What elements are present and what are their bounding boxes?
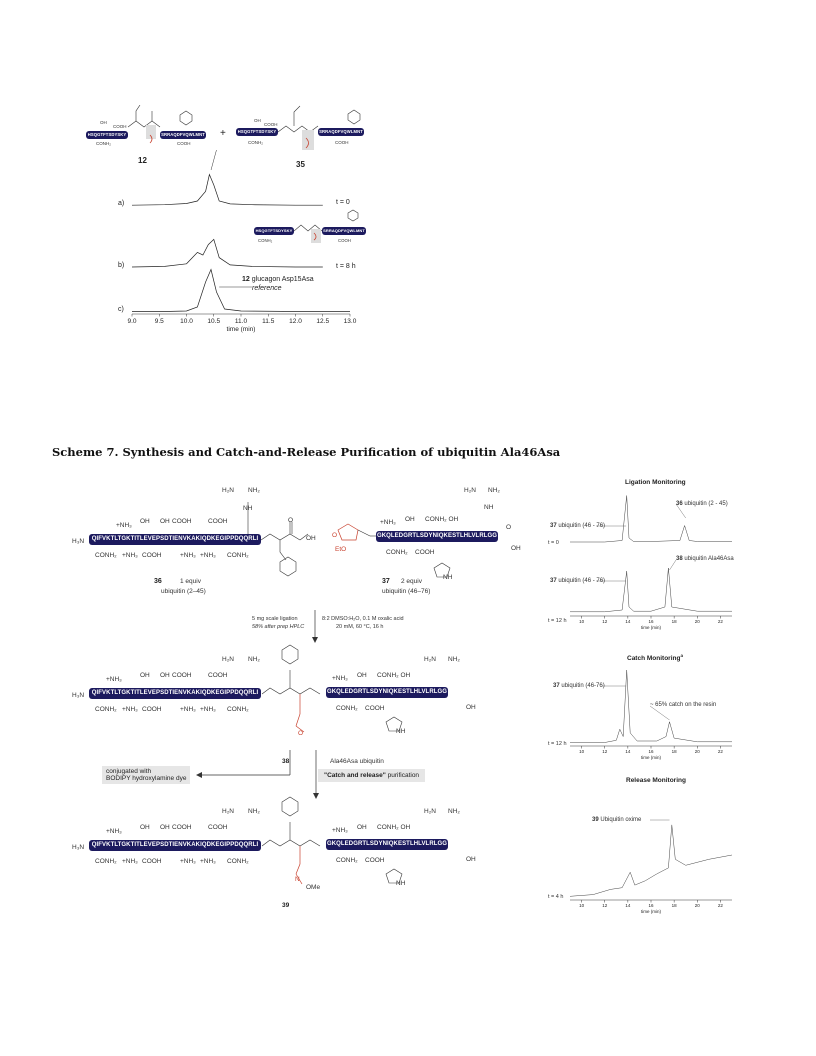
row1-imidazole [428, 558, 458, 588]
reference-name: glucagon Asp15Asa [251, 276, 314, 283]
inset-conh2: CONH₂ [258, 238, 273, 243]
row2-cooh-c: COOH [142, 706, 162, 713]
cond-right-1: 8:2 DMSO:H₂O, 0.1 M oxalic acid [322, 616, 404, 622]
row1-cooh-a: COOH [172, 518, 192, 525]
row3-imid-nh: NH [396, 880, 406, 887]
row3-nh3-e: +NH₃ [332, 827, 348, 834]
x-tick-label: 10.5 [207, 318, 221, 325]
row1-conh2oh: CONH₂ OH [425, 516, 459, 523]
row3-cooh-a: COOH [172, 824, 192, 831]
structure-35-cooh-b: COOH [335, 140, 349, 145]
row2-cooh-b: COOH [208, 672, 228, 679]
row1-nh3-c: +NH₃ [180, 552, 196, 559]
x-axis-label: time (min) [641, 909, 661, 914]
row3-oh-a: OH [140, 824, 150, 831]
row1-o-b: O [506, 524, 512, 531]
c38-name: Ala46Asa ubiquitin [330, 758, 384, 765]
seq-b-inset: SRRAQDFVQWLMNT [323, 228, 365, 233]
row2-imid-nh: NH [396, 728, 406, 735]
c38-num: 38 [282, 758, 290, 765]
row3-cooh-c: COOH [142, 858, 162, 865]
row1-cooh-d: COOH [415, 549, 435, 556]
row1-nh3-d: +NH₃ [200, 552, 216, 559]
x-tick-label: 14 [625, 619, 631, 624]
trace-c-label: c) [118, 306, 124, 313]
x-tick-label: 10 [579, 903, 585, 908]
row3-h3n: H₃N [72, 844, 85, 851]
row1-o-ring: O [332, 532, 338, 539]
conjugated-box [102, 766, 190, 784]
x-tick-label: 20 [694, 619, 700, 624]
catch-release-bold: "Catch and release" [324, 772, 386, 779]
conjugated-line2: BODIPY hydroxylamine dye [106, 775, 187, 782]
lig-36: 36 ubiquitin (2 - 45) [676, 501, 728, 507]
cond-left-1: 5 mg scale ligation [252, 616, 298, 622]
seq-b-right: SRRAQDFVQWLMNT [319, 129, 363, 134]
trace-line-0 [570, 825, 732, 896]
row2-h3n: H₃N [72, 692, 85, 699]
row1-cooh-b: COOH [208, 518, 228, 525]
catch-chromatogram [540, 662, 740, 762]
row3-seq1: QIFVKTLTGKTITLEVEPSDTIENVKAKIQDKEGIPPDQQRLI [89, 840, 261, 851]
arrow-to-peak [211, 150, 216, 170]
scheme-title: Scheme 7. Synthesis and Catch-and-Release Purification of ubiquitin Ala46Asa [52, 445, 561, 459]
row1-oh-b: OH [160, 518, 170, 525]
reference-number: 12 [242, 276, 250, 283]
row1-h2n: H₂N [222, 487, 234, 494]
t0-label: t = 0 [336, 199, 350, 206]
release-39: 39 Ubiquitin oxime [592, 817, 642, 823]
x-tick-label: 11.0 [234, 318, 248, 325]
x-tick-label: 12 [602, 619, 608, 624]
inset-cooh: COOH [338, 238, 351, 243]
row3-nh2: NH₂ [248, 808, 260, 815]
x-tick-label: 20 [694, 749, 700, 754]
release-title: Release Monitoring [626, 777, 686, 784]
row2-conh2-b: CONH₂ [227, 706, 249, 713]
row3-h2n: H₂N [222, 808, 234, 815]
x-tick-label: 11.5 [262, 318, 275, 325]
row3-conh2-c: CONH₂ [336, 857, 358, 864]
lig-37-a: 37 ubiquitin (46 - 76) [550, 523, 606, 529]
row3-n-red: N [295, 876, 300, 883]
structure-12-conh2: CONH₂ [96, 141, 111, 146]
x-tick-label: 18 [671, 903, 677, 908]
structure-12-bonds [70, 105, 220, 155]
structure-12-oh: OH [100, 120, 107, 125]
compound-35-label: 35 [296, 160, 305, 169]
trace-b-label: b) [118, 262, 125, 269]
x-tick-label: 16 [648, 749, 654, 754]
x-axis-label: time (min) [641, 625, 661, 630]
row1-nh-b: NH [484, 504, 494, 511]
trace-a-label: a) [118, 200, 125, 207]
row3-oh-b: OH [160, 824, 170, 831]
x-tick-label: 9.0 [127, 318, 137, 325]
row2-imidazole [380, 712, 410, 742]
leader-catch-note [650, 706, 670, 720]
row3-nh3-a: +NH₃ [106, 828, 122, 835]
structure-12-cooh-b: COOH [177, 141, 191, 146]
release-t4: t = 4 h [548, 894, 564, 900]
row3-nh3-c: +NH₃ [180, 858, 196, 865]
row2-cooh-d: COOH [365, 705, 385, 712]
row2-nh3-a: +NH₃ [106, 676, 122, 683]
row2-cooh-a: COOH [172, 672, 192, 679]
seq-b-left: SRRAQDFVQWLMNT [161, 132, 205, 137]
row2-h2n: H₂N [222, 656, 234, 663]
x-tick-label: 18 [671, 619, 677, 624]
row3-cooh-b: COOH [208, 824, 228, 831]
trace-line-0 [570, 670, 732, 743]
reference-italic: reference [252, 285, 282, 292]
row3-seq2: GKQLEDGRTLSDYNIQKESTLHLVLRLGG [326, 839, 448, 850]
t8-label: t = 8 h [336, 263, 356, 270]
row1-nh2: NH₂ [248, 487, 260, 494]
x-tick-label: 14 [625, 749, 631, 754]
x-tick-label: 14 [625, 903, 631, 908]
row2-nh3-c: +NH₃ [180, 706, 196, 713]
x-tick-label: 9.5 [154, 318, 164, 325]
structure-35-conh2: CONH₂ [248, 140, 263, 145]
row2-nh3-b: +NH₃ [122, 706, 138, 713]
lig-37-b: 37 ubiquitin (46 - 76) [550, 578, 606, 584]
plus-sign: + [220, 128, 226, 139]
row2-conh2: CONH₂ [95, 706, 117, 713]
c39-num: 39 [282, 902, 290, 909]
row1-cooh-c: COOH [142, 552, 162, 559]
arrow-down-1 [310, 610, 320, 644]
cond-left-2: 58% after prep HPLC [252, 624, 305, 630]
x-tick-label: 22 [717, 749, 723, 754]
top-chromatogram [110, 150, 370, 340]
row2-seq2: GKQLEDGRTLSDYNIQKESTLHLVLRLGG [326, 687, 448, 698]
x-tick-label: 20 [694, 903, 700, 908]
x-tick-label: 10.0 [180, 318, 193, 325]
row1-nh3-a: +NH₃ [116, 522, 132, 529]
row3-conh2: CONH₂ [95, 858, 117, 865]
row3-h2n-b: H₂N [424, 808, 436, 815]
row3-cooh-d: COOH [365, 857, 385, 864]
x-tick-label: 22 [717, 903, 723, 908]
row2-conh2-c: CONH₂ [336, 705, 358, 712]
x-tick-label: 12.0 [289, 318, 302, 325]
trace-line-1 [132, 239, 323, 267]
row3-oh-d: OH [357, 824, 367, 831]
row1-oh-c: OH [306, 535, 316, 542]
lig-t0: t = 0 [548, 540, 559, 546]
x-tick-label: 12 [602, 749, 608, 754]
row2-nh2: NH₂ [248, 656, 260, 663]
cond-right-2: 20 mM, 60 °C, 16 h [336, 624, 384, 630]
seq-a-right: HSQGTFTSDYSKY [237, 129, 277, 134]
trace-line-1 [570, 568, 732, 612]
row2-conh2oh: CONH₂ OH [377, 672, 411, 679]
row1-imid-nh: NH [443, 574, 453, 581]
catch-t12: t = 12 h [548, 741, 567, 747]
catch-release-box [318, 769, 425, 782]
conjugated-line1: conjugated with [106, 768, 152, 775]
x-tick-label: 12.5 [316, 318, 330, 325]
x-tick-label: 18 [671, 749, 677, 754]
row3-ome: OMe [306, 884, 321, 891]
trace-line-2 [132, 270, 350, 312]
row3-conh2-b: CONH₂ [227, 858, 249, 865]
x-axis-label: time (min) [226, 326, 256, 333]
release-chromatogram [540, 786, 740, 920]
trace-line-0 [132, 175, 323, 206]
structure-35-oh: OH [254, 118, 261, 123]
row1-conh2: CONH₂ [95, 552, 117, 559]
catch-37: 37 ubiquitin (46-76) [553, 683, 605, 689]
lig-38: 38 ubiquitin Ala46Asa [676, 556, 734, 562]
lig-t12: t = 12 h [548, 618, 567, 624]
row1-nh2-b: NH₂ [488, 487, 500, 494]
x-tick-label: 10 [579, 619, 585, 624]
x-tick-label: 16 [648, 619, 654, 624]
x-tick-label: 12 [602, 903, 608, 908]
x-tick-label: 22 [717, 619, 723, 624]
x-tick-label: 10 [579, 749, 585, 754]
row2-h2n-b: H₂N [424, 656, 436, 663]
ligation-title: Ligation Monitoring [625, 479, 686, 486]
row1-oh-e: OH [511, 545, 521, 552]
x-axis-label: time (min) [641, 755, 661, 760]
row1-conh2-c: CONH₂ [386, 549, 408, 556]
row3-conh2oh: CONH₂ OH [377, 824, 411, 831]
x-tick-label: 13.0 [343, 318, 357, 325]
row1-conh2-b: CONH₂ [227, 552, 249, 559]
c36-name: ubiquitin (2–45) [161, 588, 206, 595]
c37-num: 37 [382, 578, 390, 585]
catch-note: ~ 65% catch on the resin [650, 702, 717, 708]
catch-release-rest: purification [385, 772, 420, 779]
row1-oh-a: OH [140, 518, 150, 525]
seq-a-inset: HSQGTFTSDYSKY [255, 228, 293, 233]
reference-label [242, 276, 314, 283]
row1-seq2: GKQLEDGRTLSDYNIQKESTLHLVLRLGG [376, 531, 498, 542]
row1-nh3-b: +NH₃ [122, 552, 138, 559]
row2-nh2-b: NH₂ [448, 656, 460, 663]
row2-o-red: O [298, 730, 304, 737]
structure-35-cooh: COOH [264, 122, 278, 127]
row1-nh: NH [243, 505, 253, 512]
ligation-chromatogram [540, 488, 740, 640]
row1-h2n-b: H₂N [464, 487, 476, 494]
structure-35-bonds [278, 100, 378, 150]
x-tick-label: 16 [648, 903, 654, 908]
row2-nh3-d: +NH₃ [200, 706, 216, 713]
row3-nh3-b: +NH₃ [122, 858, 138, 865]
catch-footnote: a [680, 653, 683, 658]
catch-title: Catch Monitoring$^a$ [627, 653, 683, 663]
compound-12-label: 12 [138, 156, 147, 165]
row1-oh-d: OH [405, 516, 415, 523]
row2-nh3-e: +NH₃ [332, 675, 348, 682]
seq-a-left: HSQGTFTSDYSKY [87, 132, 127, 137]
row3-oh-e: OH [466, 856, 476, 863]
row2-seq1: QIFVKTLTGKTITLEVEPSDTIENVKAKIQDKEGIPPDQQRLI [89, 688, 261, 699]
row1-h3n: H₃N [72, 538, 85, 545]
row1-o: O [288, 517, 294, 524]
row1-nh3-e: +NH₃ [380, 519, 396, 526]
c37-name: ubiquitin (46–76) [382, 588, 431, 595]
row2-oh-d: OH [357, 672, 367, 679]
structure-12-cooh: COOH [113, 124, 127, 129]
row3-nh2-b: NH₂ [448, 808, 460, 815]
row1-eto: EtO [335, 546, 347, 553]
row3-imidazole [380, 864, 410, 894]
c37-equiv: 2 equiv [401, 578, 422, 585]
row2-oh-a: OH [140, 672, 150, 679]
row2-oh-e: OH [466, 704, 476, 711]
c36-num: 36 [154, 578, 162, 585]
row2-oh-b: OH [160, 672, 170, 679]
row1-seq1: QIFVKTLTGKTITLEVEPSDTIENVKAKIQDKEGIPPDQQRLI [89, 534, 261, 545]
row3-nh3-d: +NH₃ [200, 858, 216, 865]
c36-equiv: 1 equiv [180, 578, 201, 585]
